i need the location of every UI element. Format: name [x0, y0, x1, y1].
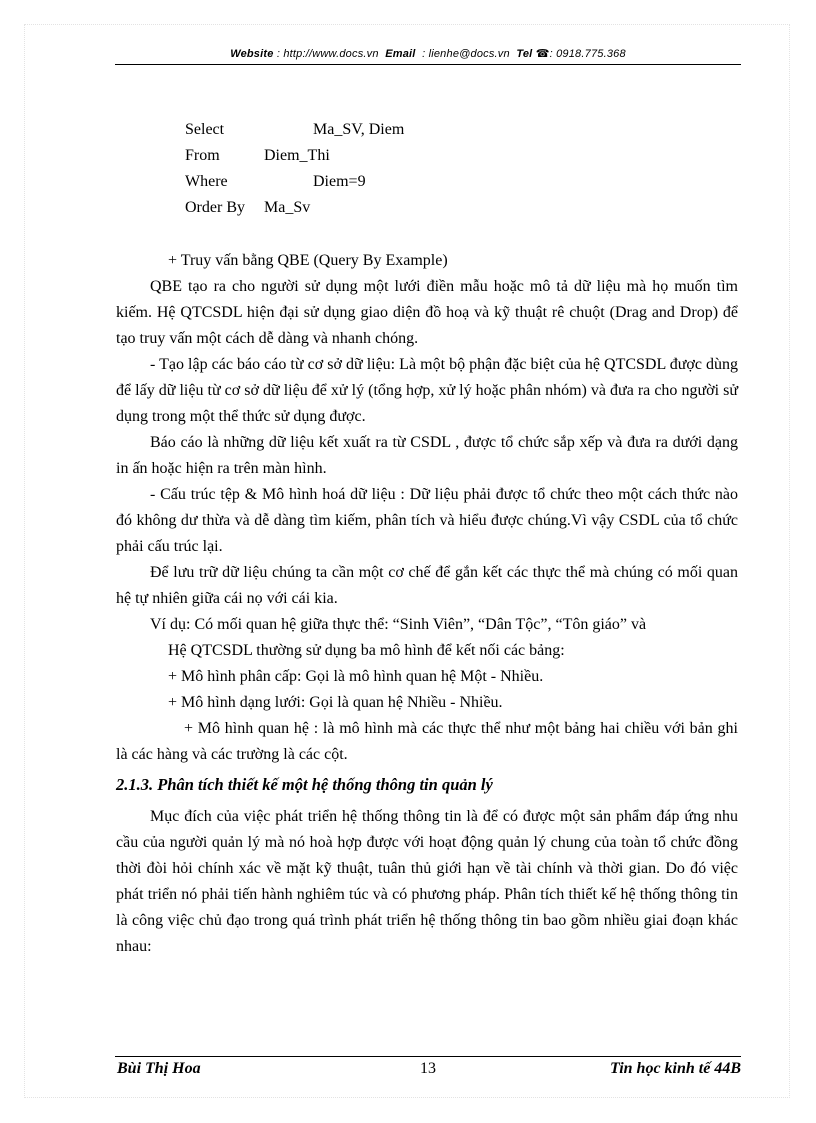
paragraph: - Tạo lập các báo cáo từ cơ sở dữ liệu: Là một bộ phận đặc biệt của hệ QTCSDL được dùng để lấy dữ liệu từ cơ sở dữ liệu để xử lý (tổng hợp, xử lý hoặc phân nhóm) và đưa ra cho người sử dụng trong một thể thức sử dụng được.	[116, 356, 738, 425]
page-footer	[115, 1060, 741, 1082]
sql-keyword-from: From	[185, 147, 220, 164]
footer-author: Bùi Thị Hoa	[117, 1060, 201, 1077]
sql-value-orderby: Ma_Sv	[264, 199, 311, 216]
website-label: Website	[230, 48, 274, 60]
footer-page-number: 13	[420, 1060, 436, 1077]
body-text	[116, 248, 738, 960]
header-rule	[115, 64, 741, 65]
sql-keyword-where: Where	[185, 173, 228, 190]
footer-rule	[115, 1056, 741, 1057]
sql-keyword-select: Select	[185, 121, 225, 138]
paragraph: Ví dụ: Có mối quan hệ giữa thực thể: “Sinh Viên”, “Dân Tộc”, “Tôn giáo” và	[150, 616, 647, 633]
phone-icon: ☎	[535, 48, 550, 60]
page-header	[115, 47, 741, 60]
section-heading: 2.1.3. Phân tích thiết kế một hệ thống thông tin quản lý	[116, 775, 493, 794]
paragraph: + Truy vấn bằng QBE (Query By Example)	[168, 252, 448, 269]
paragraph: Để lưu trữ dữ liệu chúng ta cần một cơ chế để gắn kết các thực thể mà chúng có mối quan hệ tự nhiên giữa cái nọ với cái kia.	[116, 564, 738, 607]
tel-value: : 0918.775.368	[549, 48, 626, 60]
paragraph: QBE tạo ra cho người sử dụng một lưới điền mẫu hoặc mô tả dữ liệu mà họ muốn tìm kiếm. Hệ QTCSDL hiện đại sử dụng giao diện đồ hoạ và kỹ thuật rê chuột (Drag and Drop) để tạo truy vấn một cách dễ dàng và nhanh chóng.	[116, 278, 738, 347]
website-value: : http://www.docs.vn	[276, 48, 379, 60]
paragraph: + Mô hình phân cấp: Gọi là mô hình quan hệ Một - Nhiều.	[168, 668, 544, 685]
paragraph: Hệ QTCSDL thường sử dụng ba mô hình để kết nối các bảng:	[168, 642, 565, 659]
sql-value-select: Ma_SV, Diem	[313, 121, 405, 138]
email-value: : lienhe@docs.vn	[422, 48, 510, 60]
footer-course: Tin học kinh tế 44B	[610, 1060, 741, 1077]
tel-label: Tel	[516, 48, 533, 60]
sql-keyword-orderby: Order By	[185, 199, 245, 216]
paragraph: + Mô hình quan hệ : là mô hình mà các thực thể như một bảng hai chiều với bản ghi là các hàng và các trường là các cột.	[116, 720, 738, 763]
sql-value-from: Diem_Thi	[264, 147, 330, 164]
email-label: Email	[385, 48, 416, 60]
paragraph: + Mô hình dạng lưới: Gọi là quan hệ Nhiều - Nhiều.	[168, 694, 503, 711]
paragraph: - Cấu trúc tệp & Mô hình hoá dữ liệu : Dữ liệu phải được tổ chức theo một cách thức nào đó không dư thừa và dễ dàng tìm kiếm, phân tích và hiểu được chúng.Vì vậy CSDL của tổ chức phải cấu trúc lại.	[116, 486, 738, 555]
paragraph: Báo cáo là những dữ liệu kết xuất ra từ CSDL , được tổ chức sắp xếp và đưa ra dưới dạng in ấn hoặc hiện ra trên màn hình.	[116, 434, 738, 477]
paragraph: Mục đích của việc phát triển hệ thống thông tin là để có được một sản phẩm đáp ứng nhu cầu của người quản lý mà nó hoà hợp được với hoạt động quản lý chung của toàn tổ chức đồng thời đòi hỏi chính xác về mặt kỹ thuật, tuân thủ giới hạn về tài chính và thời gian. Do đó việc phát triển nó phải tiến hành nghiêm túc và có phương pháp. Phân tích thiết kế hệ thống thông tin là công việc chủ đạo trong quá trình phát triển hệ thống thông tin bao gồm nhiều giai đoạn khác nhau:	[116, 808, 738, 955]
sql-value-where: Diem=9	[313, 173, 366, 190]
